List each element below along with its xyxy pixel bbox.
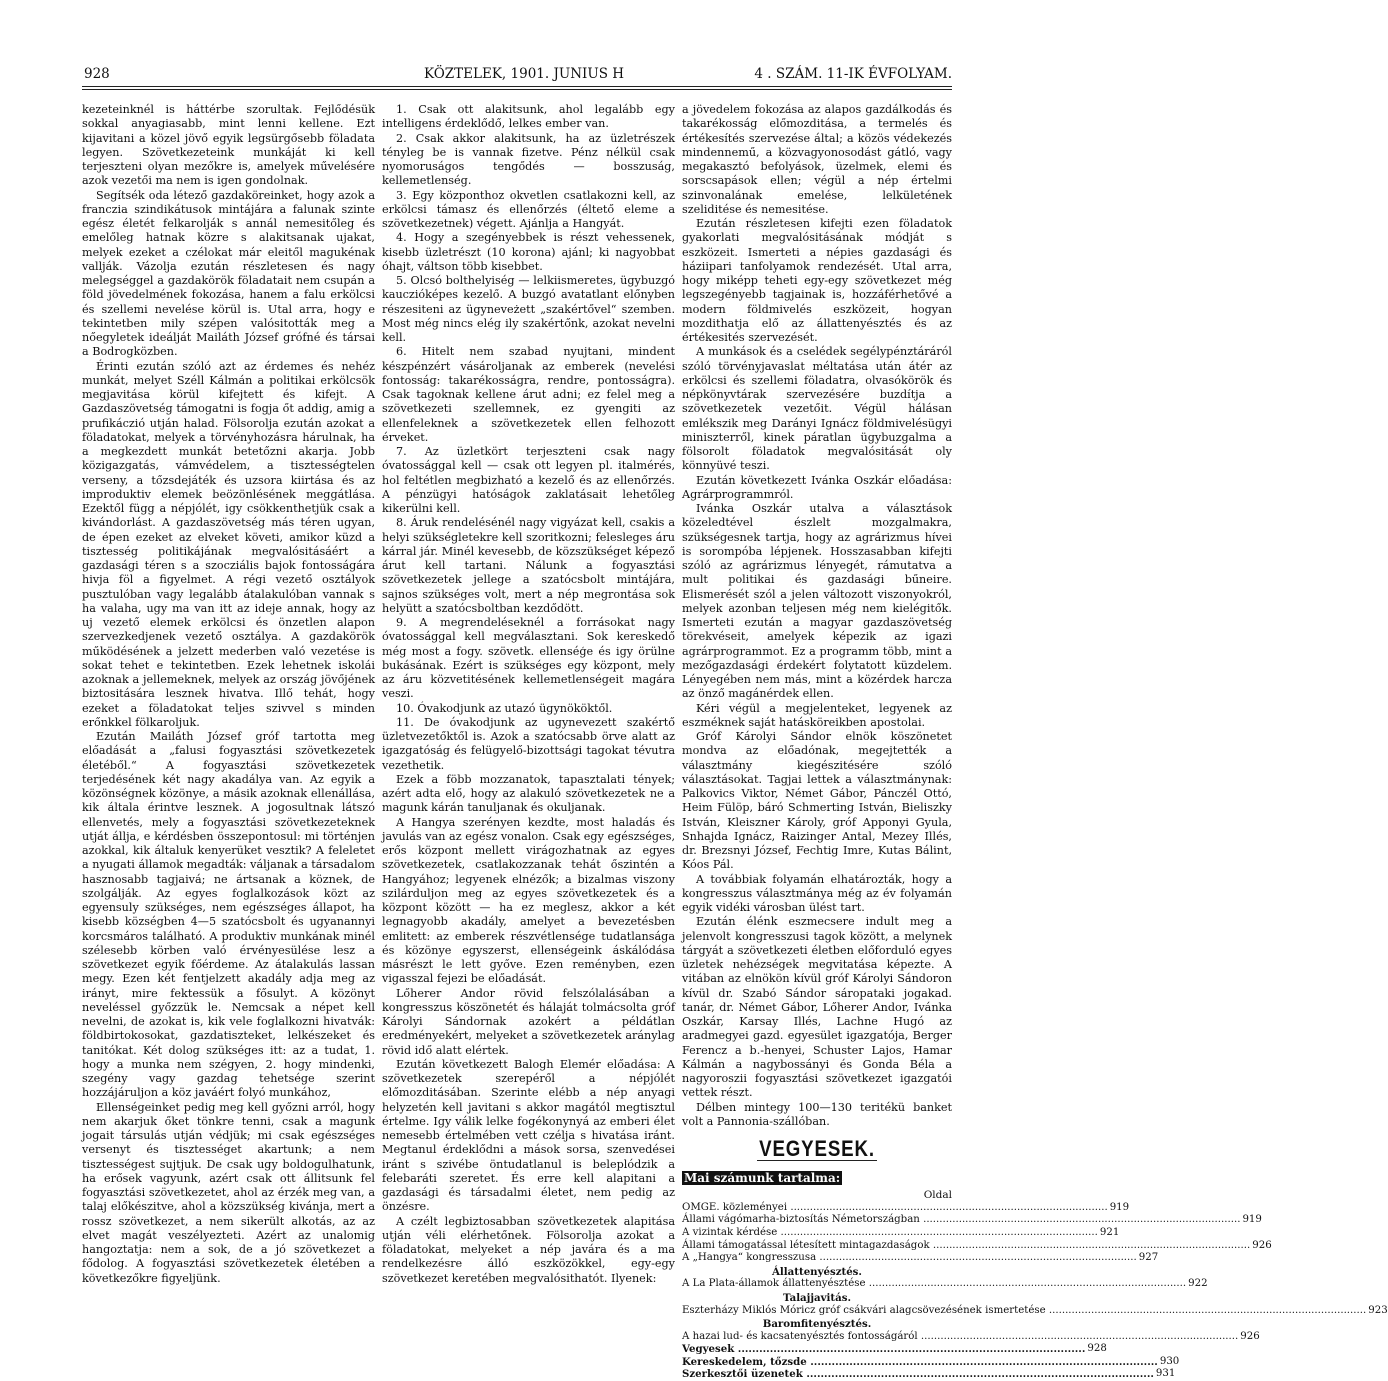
column-3 — [682, 103, 1388, 1381]
paragraph: 2. Csak akkor alakitsunk, ha az üzletrészek tényleg be is vannak fizetve. Pénz nélkül csak nyomoruságos tengődés — bosszuság, kellemetlenség. — [382, 131, 675, 188]
paragraph: Ellenségeinket pedig meg kell győzni arról, hogy nem akarjuk őket tönkre tenni, csak a magunk jogait társulás utján védjük; mi csak egészséges versenyt és tisztességet akartunk; a nem tisztességest sujtjuk. De csak ugy boldogulhatunk, ha erősek vagyunk, azért csak ott állitsunk fel fogyasztási szövetkezetet, ahol az érzék meg van, a talaj előkészitve, ahol a közszükség kivánja, mert a rossz szövetkezet, a nem sikerült alkotás, az az elvet magát veszélyezteti. Azért az unalomig hangoztatja: nem a sok, de a jó szövetkezet a fődolog. A fogyasztási szövetkezetek életében a következőkre figyeljünk. — [82, 1100, 375, 1285]
paragraph: 4. Hogy a szegényebbek is részt vehessenek, kisebb üzletrészt (10 korona) ajánl; ki nagyobbat óhajt, váltson több kisebbet. — [382, 231, 675, 273]
paragraph: 10. Óvakodjunk az utazó ügynököktől. — [396, 701, 613, 715]
toc-item-title: OMGE. közleményei ..... — [682, 1202, 1108, 1215]
toc-item — [682, 1214, 1262, 1227]
toc-item-page: 928 — [1087, 1343, 1107, 1355]
toc-item-title: Vegyesek ..... — [682, 1343, 1085, 1356]
paragraph: A czélt legbiztosabban szövetkezetek alapitása utján véli elérhetőnek. Fölsorolja azokat a föladatokat, melyeket a nép javára és a ma rendelkezésre álló eszközökkel, egy-egy szövetkezet keretében megvalósithatót. Ilyenek: — [382, 1214, 675, 1285]
toc-item-page: 919 — [1109, 1201, 1130, 1213]
header-rule — [82, 86, 952, 87]
header-rule-2 — [82, 89, 952, 90]
paragraph: kezeteinknél is háttérbe szorultak. Fejlődésük sokkal anyagiasabb, mint lenni kellene. Ezt kijavitani a közel jövő egyik legsürgősebb föladata legyen. Szövetkezeteink munkáját ki kell terjeszteni olyan mezőkre is, amelyek művelésére azok vezetői ma nem is igen gondolnak. — [82, 103, 375, 188]
paragraph: Ezután Mailáth József gróf tartotta meg előadását a „falusi fogyasztási szövetkezetek életéből.“ A fogyasztási szövetkezetek terjedésének két nagy akadálya van. Az egyik a közönségnek közönye, a másik azoknak ellenállása, kik általa érintve lesznek. A jogosultnak látszó ellenvetés, mely a fogyasztási szövetkezeteknek utját állja, e kérdésben összepontosul: mi történjen azokkal, kik általuk kenyerüket vesztik? A feleletet a nyugati államok megadták: váljanak a társadalom hasznosabb tagjaivá; ne ártsanak a köznek, de szolgálják. Az egyes foglalkozások közt az egyensuly szükséges, nem egészséges állapot, ha kisebb községben 4—5 szatócsbolt és ugyanannyi korcsmáros található. A produktiv munkának minél szélesebb körben való érvényesülése lesz a szövetkezet egyik főérdeme. Az átalakulás lassan megy. Ezen két fentjelzett akadály adja meg az irányt, mire fektessük a fősulyt. A közönyt neveléssel győzzük le. Nemcsak a népet kell nevelni, de azokat is, kik vele foglalkozni hivatvák: földbirtokosokat, gazdatiszteket, lelkészeket és tanitókat. Két dolog szükséges itt: az a tudat, 1. hogy a munka nem szégyen, 2. hogy mindenki, szegény vagy gazdag tehetsége szerint hozzájáruljon a köz javáért folyó munkához, — [82, 730, 375, 1100]
toc-item — [682, 1368, 1176, 1381]
toc-item-title: Állami támogatással létesített mintagazdaságok ..... — [682, 1240, 1250, 1253]
journal-title: KÖZTELEK, 1901. JUNIUS H — [424, 66, 625, 82]
paragraph: 5. Olcsó bolthelyiség — lelkiismeretes, ügybuzgó kauczióképes kezelő. A buzgó avatatlant előnyben részesiteni az ügyneveżett „szakértővel“ szemben. Most még nincs elég ily szakértőnk, azokat nevelni kell. — [382, 274, 675, 344]
paragraph: A Hangya szerényen kezdte, most haladás és javulás van az egész vonalon. Csak egy egészséges, erős központ mellett virágozhatnak az egyes szövetkezetek, csatlakozzanak tehát őszintén a Hangyához; legyenek elnézők; a bizalmas viszony szilárduljon meg az egyes szövetkezetek és a központ között — ha ez meglesz, akkor a két legnagyobb akadály, amelyet a bevezetésben emlitett: az emberek részvétlensége tudatlansága és közönye egyszerst, ellenségeink áskálódása másrészt le lett győve. Ezen reményben, ezen vigasszal fejezi be előadását. — [382, 815, 675, 986]
toc-item-page: 926 — [1240, 1330, 1260, 1342]
issue-label: 4 . SZÁM. 11-IK ÉVFOLYAM. — [754, 66, 952, 82]
paragraph: a jövedelem fokozása az alapos gazdálkodás és takarékosság előmozditása, a termelés és értékesítés szervezése által; a közös védekezés mindennemű, a közvagyonosodást gátló, vagy megakasztó befolyások, üzelmek, elemi és sorscsapások ellen; végül a nép értelmi szinvonalának emelése, lelkületének szeliditése és nemesitése. — [682, 103, 952, 216]
paragraph: Gróf Károlyi Sándor elnök köszönetet mondva az előadónak, megejtették a választmány kiegészitésére szóló választásokat. Tagjai lettek a választmánynak: Palkovics Viktor, Német Gábor, Pánczél Ottó, Heim Fülöp, báró Schmerting István, Bieliszky István, Kleiszner Károly, gróf Apponyi Gyula, Snhajda Ignácz, Raizinger Antal, Mezey Illés, dr. Brezsnyi József, Fechtig Imre, Kutas Bálint, Kóos Pál. — [682, 730, 952, 872]
paragraph: 1. Csak ott alakitsunk, ahol legalább egy intelligens érdeklődő, lelkes ember van. — [382, 103, 675, 131]
paragraph: Délben mintegy 100—130 teritékü banket volt a Pannonia-szállóban. — [682, 1100, 952, 1128]
toc-item-page: 923 — [1368, 1304, 1388, 1316]
section-title: VEGYESEK. — [759, 1136, 875, 1161]
paragraph: Lőherer Andor rövid felszólalásában a kongresszus köszönetét és hálaját tolmácsolta gróf Károlyi Sándornak azokért a példátlan eredményekért, melyeket a szövetkezetek aránylag rövid idő alatt elértek. — [382, 986, 675, 1057]
paragraph: Ezután élénk eszmecsere indult meg a jelenvolt kongresszusi tagok között, a melynek tárgyát a szövetkezeti életben előforduló egyes üzletek nehézségek megvitatása képezte. A vitában az elnökön kívül gróf Károlyi Sándoron kívül dr. Szabó Sándor sáropataki jogakad. tanár, dr. Német Gábor, Lőherer Andor, Ivánka Oszkár, Karsay Illés, Lachne Hugó az aradmegyei gazd. egyesület igazgatója, Berger Ferencz a b.-henyei, Schuster Lajos, Hamar Kálmán a nagybossányi és Gonda Béla a nagyoroszii fogyasztási szövetkezet igazgatói vettek részt. — [682, 915, 952, 1100]
toc-item — [682, 1343, 1107, 1356]
toc-section: Baromfitenyésztés. — [762, 1318, 872, 1331]
paragraph: Ezután következett Ivánka Oszkár előadása: Agrárprogrammról. — [682, 473, 952, 501]
toc-item — [682, 1239, 1272, 1253]
paragraph: 7. Az üzletkört terjeszteni csak nagy óvatossággal kell — csak ott legyen pl. italmérés, hol feltétlen megbizható a kezelő és az ellenőrzés. A pénzügyi hatóságok zaklatásait lehetőleg kikerülni kell. — [382, 445, 675, 515]
paragraph: Ezek a föbb mozzanatok, tapasztalati tények; azért adta elő, hogy az alakuló szövetkezetek ne a magunk kárán tanuljanak és okuljanak. — [382, 772, 675, 815]
paragraph: 9. A megrendeléseknél a forrásokat nagy óvatossággal kell megválasztani. Sok kereskedő még most a fogy. szövetk. ellenséģe és igy örülne bukásának. Ezért is szükséges egy központ, mely az áru közvetitésének kellemetlenségeit magára veszi. — [382, 616, 675, 701]
paragraph: Ivánka Oszkár utalva a választások közeledtével észlelt mozgalmakra, szükségesnek tartja, hogy az agrárizmus hívei is sorompóba lépjenek. Hosszasabban kifejti szóló az agrárizmus lényegét, rámutatva a mult politikai és gazdasági bűneire. Elismerését szól a jelen változott viszonyokról, melyek azonban teljesen még nem kielégitők. Ismerteti ezután a magyar gazdaszövetség törekvéseit, amelyek képezik az igazi agrárprogrammot. Ez a programm több, mint a mezőgazdasági érdekért folytatott küzdelem. Lényegében nem más, mint a közérdek harcza az önző magánérdek ellen. — [682, 502, 952, 701]
toc-item — [682, 1304, 1388, 1318]
toc-item — [682, 1252, 1159, 1265]
toc-item-page: 931 — [1155, 1368, 1176, 1380]
toc-item — [682, 1201, 1130, 1215]
toc-item — [682, 1355, 1180, 1369]
paragraph: Érinti ezután szóló azt az érdemes és nehéz munkát, melyet Széll Kálmán a politikai erkölcsök megjavitása körül kifejtett és kifejt. A Gazdaszövetség támogatni is fogja őt addig, amig a prufikáczió utján halad. Fölsorolja ezután azokat a föladatokat, melyek a törvényhozásra hárulnak, ha a megkezdett munkát betetőzni akarja. Jobb közigazgatás, vámvédelem, a tisztességtelen verseny, a tőzsdejáték és uzsora kiirtása és az improduktiv elemek beözönlésének meggátlása. Ezektől függ a népjólét, igy csökkenthetjük csak a kivándorlást. A gazdaszövetség más téren ugyan, de épen ezeket az elveket követi, amikor küzd a tisztesség politikájának megvalósitásáért a gazdasági téren s a szocziális bajok fontosságára hivja föl a figyelmet. A régi vezető osztályok pusztulóban vagy legalább átalakulóban vannak s ha valaha, ugy ma van itt az ideje annak, hogy az uj vezető elemek erkölcsi és önzetlen alapon szervezkedjenek vezető osztálya. A gazdakörök működésének a jelzett mederben való vezetése is sokat tehet e tekintetben. Ezek lehetnek iskolái azoknak a jellemeknek, melyek az ország jövőjének biztositására lesznek hivatva. Illő tehát, hogy ezeket a föladatokat teljes szivvel s minden erőnkkel fölkaroljuk. — [82, 359, 375, 729]
toc-item-page: 921 — [1099, 1226, 1120, 1238]
toc-item-title: Kereskedelem, tőzsde ..... — [682, 1356, 1158, 1369]
toc-page-label: Oldal — [923, 1188, 952, 1201]
paragraph: 3. Egy központhoz okvetlen csatlakozni kell, az erkölcsi támasz és ellenőrzés (éltető eleme a szövetkezetnek) végett. Ajánlja a Hangyát. — [382, 188, 675, 230]
column-1 — [82, 103, 375, 1286]
toc-item-title: Állami vágómarha-biztosítás Németországban ..... — [682, 1214, 1240, 1227]
paragraph: A munkások és a cselédek segélypénztáráról szóló törvényjavaslat méltatása után átér az erkölcsi és szellemi föladatra, olvasókörök és népkönyvtárak szervezésére buzdítja a szövetkezetek vezetőit. Végül hálásan emlékszik meg Darányi Ignácz földmivelésügyi miniszterről, kinek páratlan ügybuzgalma a fölsorolt föladatok megvalósitását oly könnyüvé teszi. — [682, 345, 952, 473]
paragraph: 11. De óvakodjunk az ugynevezett szakértő üzletvezetőktől is. Azok a szatócsabb örve alatt az igazgatóság és felügyelő-bizottsági tagokat tévutra vezethetik. — [382, 715, 675, 772]
toc-section: Állattenyésztés. — [772, 1265, 862, 1278]
paragraph: Segítsék oda létező gazdaköreinket, hogy azok a franczia szindikátusok mintájára a falunak szinte egész életét felkarolják s annál nemesitőleg és emelőleg hatnak közre s alakitsanak ujakat, melyek ezeket a czélokat már eleitől magukénak vallják. Vázolja ezután részletesen és nagy melegséggel a gazdakörök föladatait nem csupán a föld jövedelmének fokozása, hanem a falu erkölcsi és szellemi nevelése körül is. Utal arra, hogy e tekintetben mily szépen valósitották meg a nőegyletek ideálját Mailáth József grófné és társai a Bodrogközben. — [82, 188, 375, 359]
toc-item-page: 930 — [1159, 1355, 1180, 1367]
paragraph: Kéri végül a megjelenteket, legyenek az eszméknek saját hatásköreikben apostolai. — [682, 701, 952, 729]
toc-section: Talajjavitás. — [782, 1291, 852, 1304]
paragraph: 8. Áruk rendelésénél nagy vigyázat kell, csakis a helyi szükségletekre kell szoritkozni; felesleges áru kárral jár. Minél kevesebb, de közszükséget képező árut kell tartani. Nálunk a fogyasztási szövetkezetek jellege a szatócsbolt mintájára, sajnos szükséges volt, mert a nép megrontása sok helyütt a szatócsboltban kezdődött. — [382, 516, 675, 615]
paragraph: A továbbiak folyamán elhatározták, hogy a kongresszus választmánya még az év folyamán egyik vidéki városban ülést tart. — [682, 872, 952, 914]
column-3-text — [682, 103, 952, 1129]
toc-item-title: Szerkesztői üzenetek ..... — [682, 1368, 1154, 1381]
paragraph: Ezután részletesen kifejti ezen föladatok gyakorlati megvalósitásának módját s eszközeit. Ismerteti a népies gazdasági és háziipari tanfolyamok rendezését. Utal arra, hogy miképp teheti egy-egy szövetkezet még legszegényebb tagjainak is, hozzáférhetővé a modern földmivelés eszközeit, hogyan mozdithatja elő az állattenyésztés és az értékesités szervezését. — [682, 217, 952, 344]
paragraph: Ezután következett Balogh Elemér előadása: A szövetkezetek szerepéről a népjólét előmozditásában. Szerinte elébb a nép anyagi helyzetén kell javitani s akkor magától megtisztul értelme. Igy válik lelke fogékonynyá az emberi élet nemesebb értelmében vett czélja s hivatása iránt. Megtanul érdeklődni a mások sorsa, szenvedései iránt s szivébe öntudatlanul is beleplódzik a felebaráti szeretet. És erre kell alapitani a gazdasági és társadalmi életet, nem pedig az önzésre. — [382, 1057, 675, 1214]
toc-item-page: 927 — [1138, 1252, 1159, 1264]
page-header — [82, 64, 952, 86]
table-of-contents — [682, 1201, 1388, 1381]
toc-item — [682, 1330, 1260, 1344]
column-2 — [382, 103, 675, 1286]
toc-heading-text: Mai számunk tartalma: — [684, 1171, 841, 1186]
toc-item-title: Eszterházy Miklós Móricz gróf csákvári alagcsövezésének ismertetése ..... — [682, 1305, 1366, 1318]
toc-item-page: 919 — [1242, 1214, 1262, 1226]
toc-item-page: 926 — [1252, 1239, 1272, 1251]
paragraph: 6. Hitelt nem szabad nyujtani, mindent készpénzért vásároljanak az emberek (nevelési fontosság: takarékosságra, rendre, pontosságra). Csak tagoknak kellene árut adni; ez felel meg a szövetkezeti szellemnek, ez gyengiti az ellenfeleknek a szövetkezetek ellen felhozott érveket. — [382, 345, 675, 444]
toc-heading — [682, 1171, 952, 1185]
toc-item — [682, 1278, 1208, 1291]
toc-item-page: 922 — [1188, 1278, 1208, 1290]
toc-item — [682, 1226, 1120, 1240]
page-number: 928 — [84, 66, 110, 82]
toc-item-title: A „Hangya“ kongresszusa ..... — [682, 1252, 1137, 1265]
toc-item-title: A La Plata-államok állattenyésztése ..... — [682, 1278, 1186, 1291]
toc-item-title: A hazai lud- és kacsatenyésztés fontosságáról ..... — [682, 1331, 1238, 1344]
toc-item-title: A vizintak kérdése ..... — [682, 1227, 1098, 1240]
